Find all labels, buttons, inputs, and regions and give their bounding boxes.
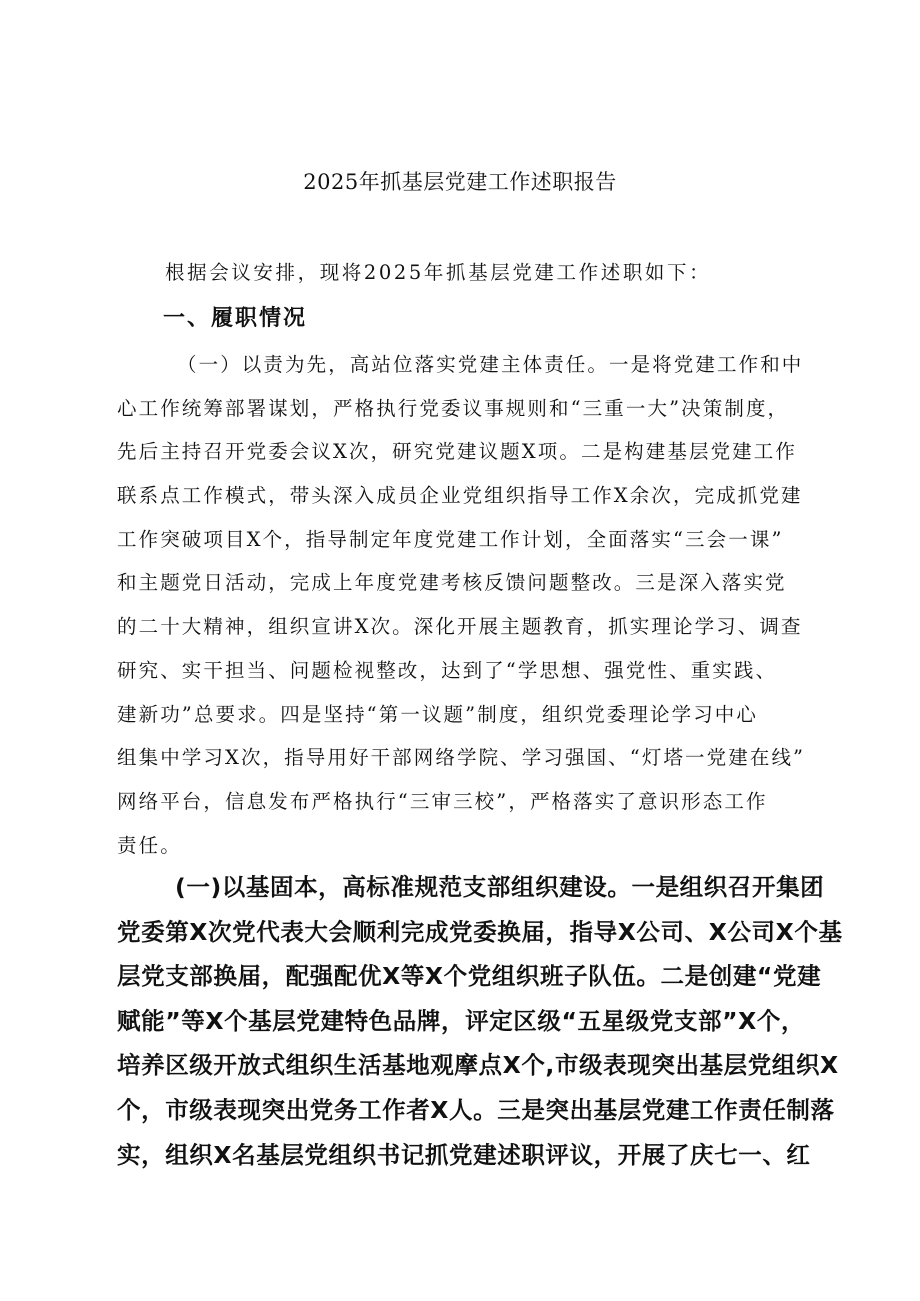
text-line: 联系点工作模式，带头深入成员企业党组织指导工作X余次，完成抓党建 <box>117 484 803 508</box>
text-line: 个，市级表现突出党务工作者X人。三是突出基层党建工作责任制落 <box>117 1095 835 1124</box>
document-title: 2025年抓基层党建工作述职报告 <box>303 170 617 194</box>
text-line: 党委第X次党代表大会顺利完成党委换届，指导X公司、X公司X个基 <box>117 917 843 946</box>
text-line: （一）以责为先，高站位落实党建主体责任。一是将党建工作和中 <box>177 353 804 376</box>
text-line: 培养区级开放式组织生活基地观摩点X个,市级表现突出基层党组织X <box>117 1051 839 1080</box>
text-line: 工作突破项目X个，指导制定年度党建工作计划，全面落实“三会一课” <box>117 527 784 551</box>
text-line: 和主题党日活动，完成上年度党建考核反馈问题整改。三是深入落实党 <box>117 571 787 595</box>
paragraph-responsibility <box>117 343 837 867</box>
text-line: 责任。 <box>117 833 182 857</box>
text-line: 实，组织X名基层党组织书记抓党建述职评议，开展了庆七一、红 <box>117 1140 811 1169</box>
text-line: 赋能”等X个基层党建特色品牌，评定区级“五星级党支部”X个， <box>117 1006 806 1035</box>
paragraph-organization <box>117 865 843 1177</box>
text-line: 的二十大精神，组织宣讲X次。深化开展主题教育，抓实理论学习、调查 <box>117 615 803 639</box>
text-line: 研究、实干担当、问题检视整改，达到了“学思想、强党性、重实践、 <box>117 658 778 682</box>
text-line: 心工作统筹部署谋划，严格执行党委议事规则和“三重一大”决策制度， <box>117 396 790 420</box>
text-line: 先后主持召开党委会议X次，研究党建议题X项。二是构建基层党建工作 <box>117 440 797 464</box>
text-line: 建新功”总要求。四是坚持“第一议题”制度，组织党委理论学习中心 <box>117 702 759 726</box>
text-line: 网络平台，信息发布严格执行“三审三校”，严格落实了意识形态工作 <box>117 789 768 813</box>
text-line: (一)以基固本，高标准规范支部组织建设。一是组织召开集团 <box>175 873 825 901</box>
section-heading: 一、履职情况 <box>163 306 308 331</box>
intro-paragraph: 根据会议安排，现将2025年抓基层党建工作述职如下： <box>165 261 712 284</box>
text-line: 层党支部换届，配强配优X等X个党组织班子队伍。二是创建“党建 <box>117 962 822 991</box>
text-line: 组集中学习X次，指导用好干部网络学院、学习强国、“灯塔一党建在线” <box>117 746 806 770</box>
